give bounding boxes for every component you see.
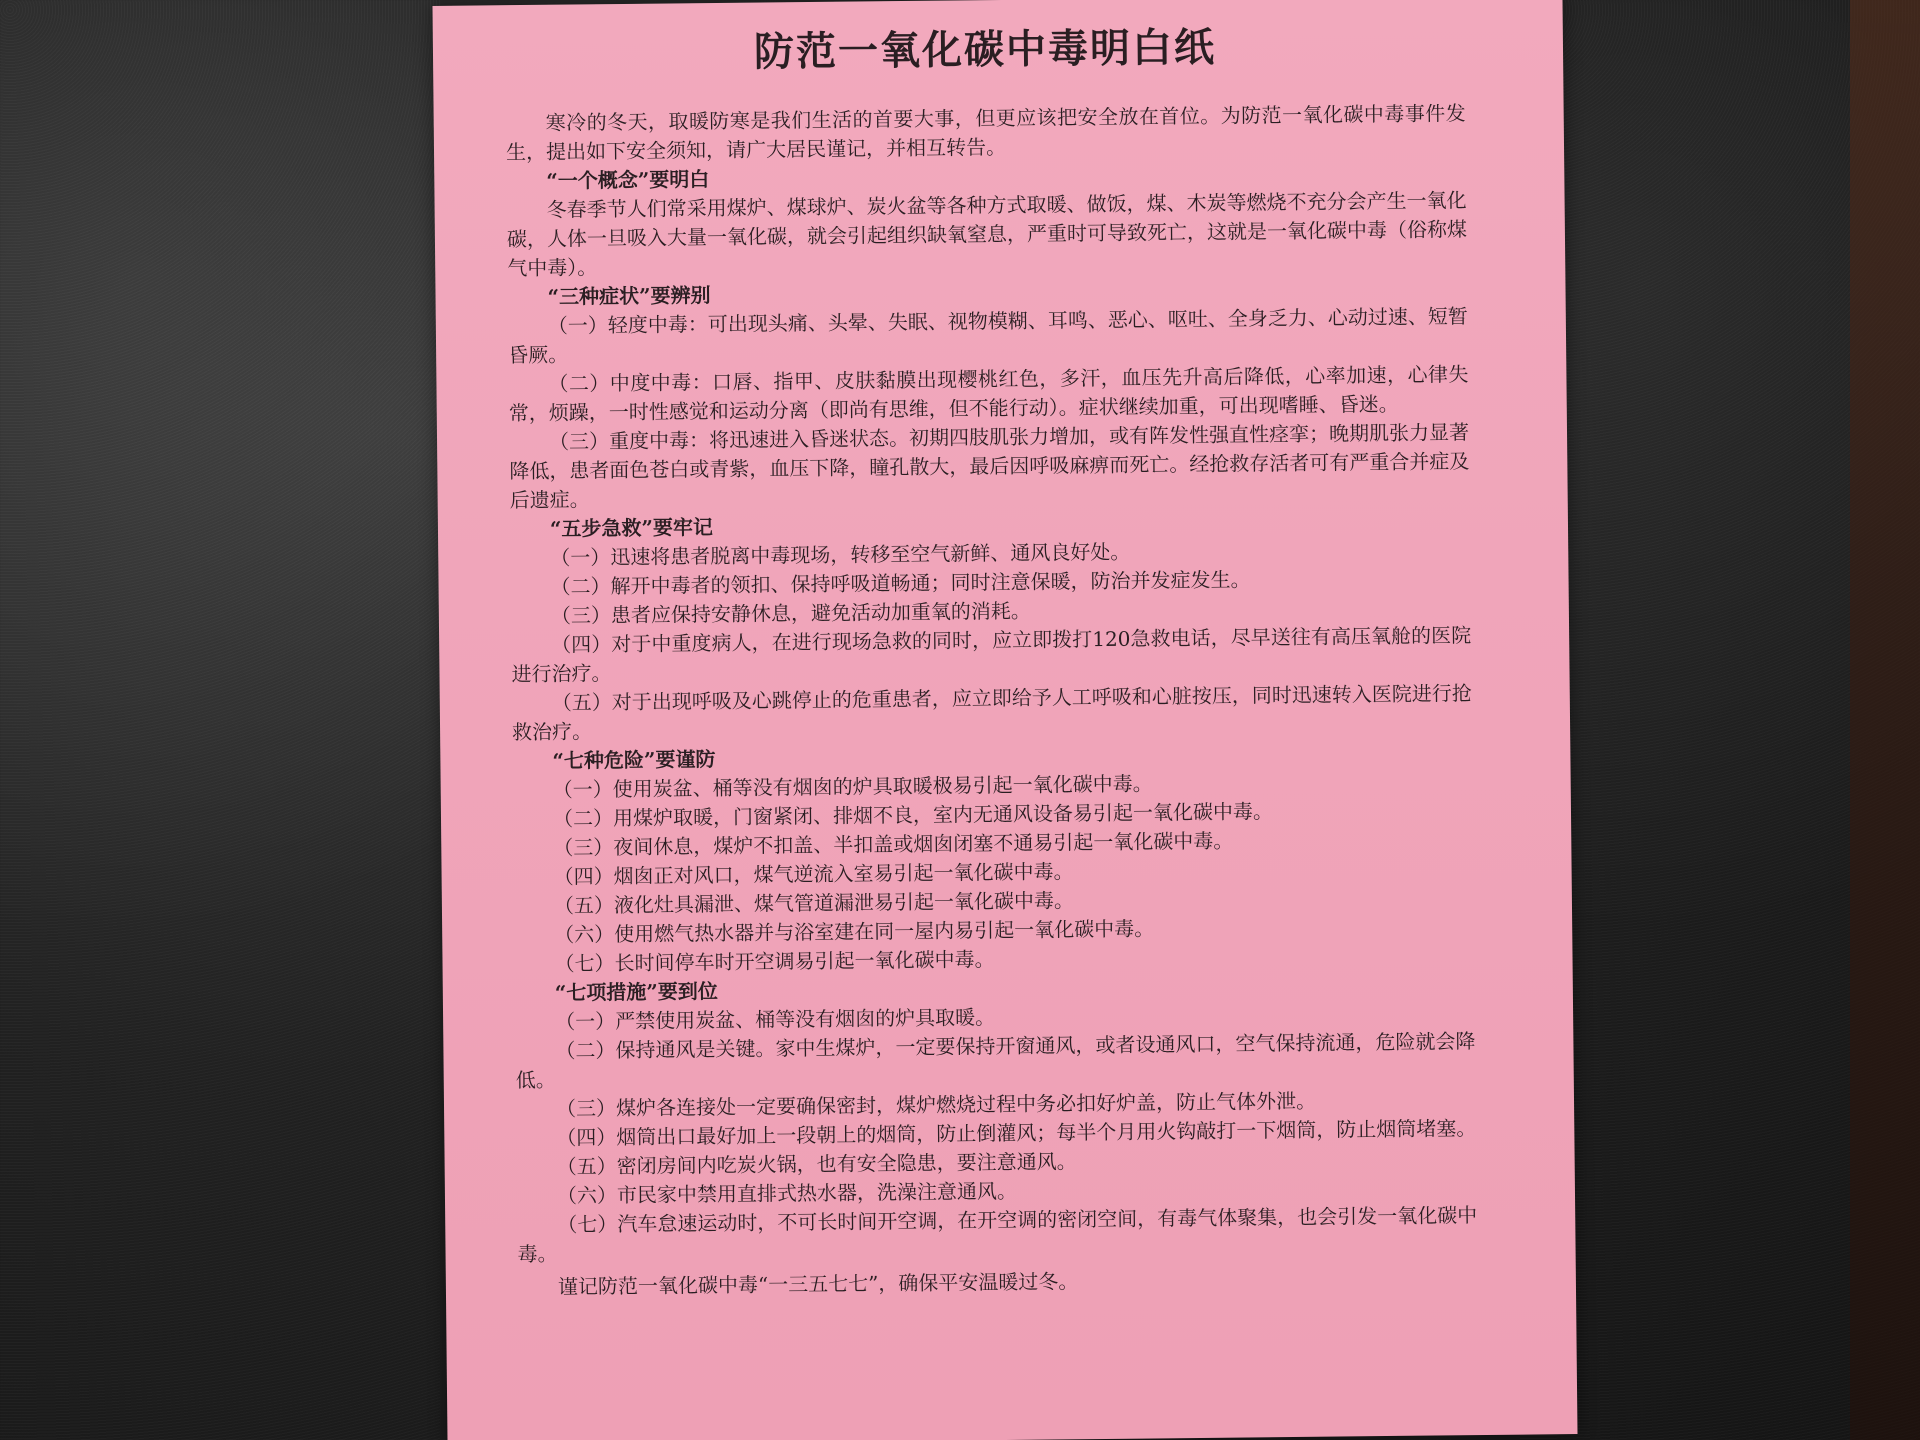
section-paragraph: （四）烟囱正对风口，煤气逆流入室易引起一氧化碳中毒。 bbox=[553, 859, 1074, 889]
section-paragraph: （二）解开中毒者的领扣、保持呼吸道畅通；同时注意保暖，防治并发症发生。 bbox=[550, 567, 1251, 599]
section-paragraph: （二）用煤炉取暖，门窗紧闭、排烟不良，室内无通风设备易引起一氧化碳中毒。 bbox=[552, 799, 1274, 831]
section-paragraph: （四）烟筒出口最好加上一段朝上的烟筒，防止倒灌风；每半个月用火钩敲打一下烟筒，防止烟筒堵塞。 bbox=[556, 1116, 1477, 1150]
section-paragraph: （七）汽车怠速运动时，不可长时间开空调，在开空调的密闭空间，有毒气体聚集，也会引发一氧化碳中毒。 bbox=[517, 1203, 1478, 1267]
section-paragraph: （一）迅速将患者脱离中毒现场，转移至空气新鲜、通风良好处。 bbox=[550, 539, 1131, 570]
section-paragraph: （七）长时间停车时开空调易引起一氧化碳中毒。 bbox=[554, 947, 995, 976]
section-paragraph: （三）重度中毒：将迅速进入昏迷状态。初期四肢肌张力增加，或有阵发性强直性痉挛；晚期肌张力显著降低，患者面色苍白或青紫，血压下降，瞳孔散大，最后因呼吸麻痹而死亡。经抢救存活者可有严重合并症及后遗症。 bbox=[509, 420, 1470, 513]
section-heading: “七项措施”要到位 bbox=[554, 979, 718, 1005]
section-heading: “五步急救”要牢记 bbox=[549, 515, 714, 541]
section-paragraph: （四）对于中重度病人，在进行现场急救的同时，应立即拨打120急救电话，尽早送往有高压氧舱的医院进行治疗。 bbox=[511, 623, 1472, 687]
section-paragraph: 冬春季节人们常采用煤炉、煤球炉、炭火盆等各种方式取暖、做饭，煤、木炭等燃烧不充分会产生一氧化碳，人体一旦吸入大量一氧化碳，就会引起组织缺氧窒息，严重时可导致死亡，这就是一氧化碳中毒（俗称煤气中毒）。 bbox=[506, 188, 1468, 281]
section-paragraph: （一）严禁使用炭盆、桶等没有烟囱的炉具取暖。 bbox=[555, 1005, 996, 1034]
section-paragraph: （六）使用燃气热水器并与浴室建在同一屋内易引起一氧化碳中毒。 bbox=[554, 916, 1155, 947]
section-paragraph: （五）密闭房间内吃炭火锅，也有安全隐患，要注意通风。 bbox=[556, 1149, 1077, 1179]
document-title: 防范一氧化碳中毒明白纸 bbox=[753, 23, 1217, 76]
section-paragraph: （一）使用炭盆、桶等没有烟囱的炉具取暖极易引起一氧化碳中毒。 bbox=[552, 771, 1153, 802]
section-paragraph: （二）保持通风是关键。家中生煤炉，一定要保持开窗通风，或者设通风口，空气保持流通，危险就会降低。 bbox=[515, 1029, 1476, 1093]
section-paragraph: （三）煤炉各连接处一定要确保密封，煤炉燃烧过程中务必扣好炉盖，防止气体外泄。 bbox=[555, 1088, 1317, 1121]
section-heading: “三种症状”要辨别 bbox=[547, 283, 711, 309]
section-paragraph: （五）对于出现呼吸及心跳停止的危重患者，应立即给予人工呼吸和心脏按压，同时迅速转入医院进行抢救治疗。 bbox=[511, 681, 1472, 745]
section-heading: “一个概念”要明白 bbox=[546, 167, 710, 193]
wood-edge bbox=[1850, 0, 1920, 1440]
notice-document bbox=[505, 13, 1478, 1302]
section-paragraph: （三）患者应保持安静休息，避免活动加重氧的消耗。 bbox=[550, 598, 1031, 628]
intro-paragraph: 寒冷的冬天，取暖防寒是我们生活的首要大事，但更应该把安全放在首位。为防范一氧化碳中毒事件发生，提出如下安全须知，请广大居民谨记，并相互转告。 bbox=[505, 101, 1466, 165]
section-paragraph: （三）夜间休息，煤炉不扣盖、半扣盖或烟囱闭塞不通易引起一氧化碳中毒。 bbox=[553, 828, 1234, 860]
closing-line: 谨记防范一氧化碳中毒“一三五七七”，确保平安温暖过冬。 bbox=[557, 1269, 1079, 1299]
section-paragraph: （二）中度中毒：口唇、指甲、皮肤黏膜出现樱桃红色，多汗，血压先升高后降低，心率加速，心律失常，烦躁，一时性感觉和运动分离（即尚有思维，但不能行动）。症状继续加重，可出现嗜睡、昏迷。 bbox=[508, 362, 1469, 426]
pink-notice-paper bbox=[432, 0, 1577, 1440]
section-heading: “七种危险”要谨防 bbox=[552, 747, 716, 773]
leather-background-left bbox=[0, 0, 440, 1440]
section-paragraph: （一）轻度中毒：可出现头痛、头晕、失眠、视物模糊、耳鸣、恶心、呕吐、全身乏力、心动过速、短暂昏厥。 bbox=[508, 304, 1468, 368]
section-paragraph: （六）市民家中禁用直排式热水器，洗澡注意通风。 bbox=[556, 1178, 1018, 1208]
section-paragraph: （五）液化灶具漏泄、煤气管道漏泄易引起一氧化碳中毒。 bbox=[553, 888, 1075, 918]
